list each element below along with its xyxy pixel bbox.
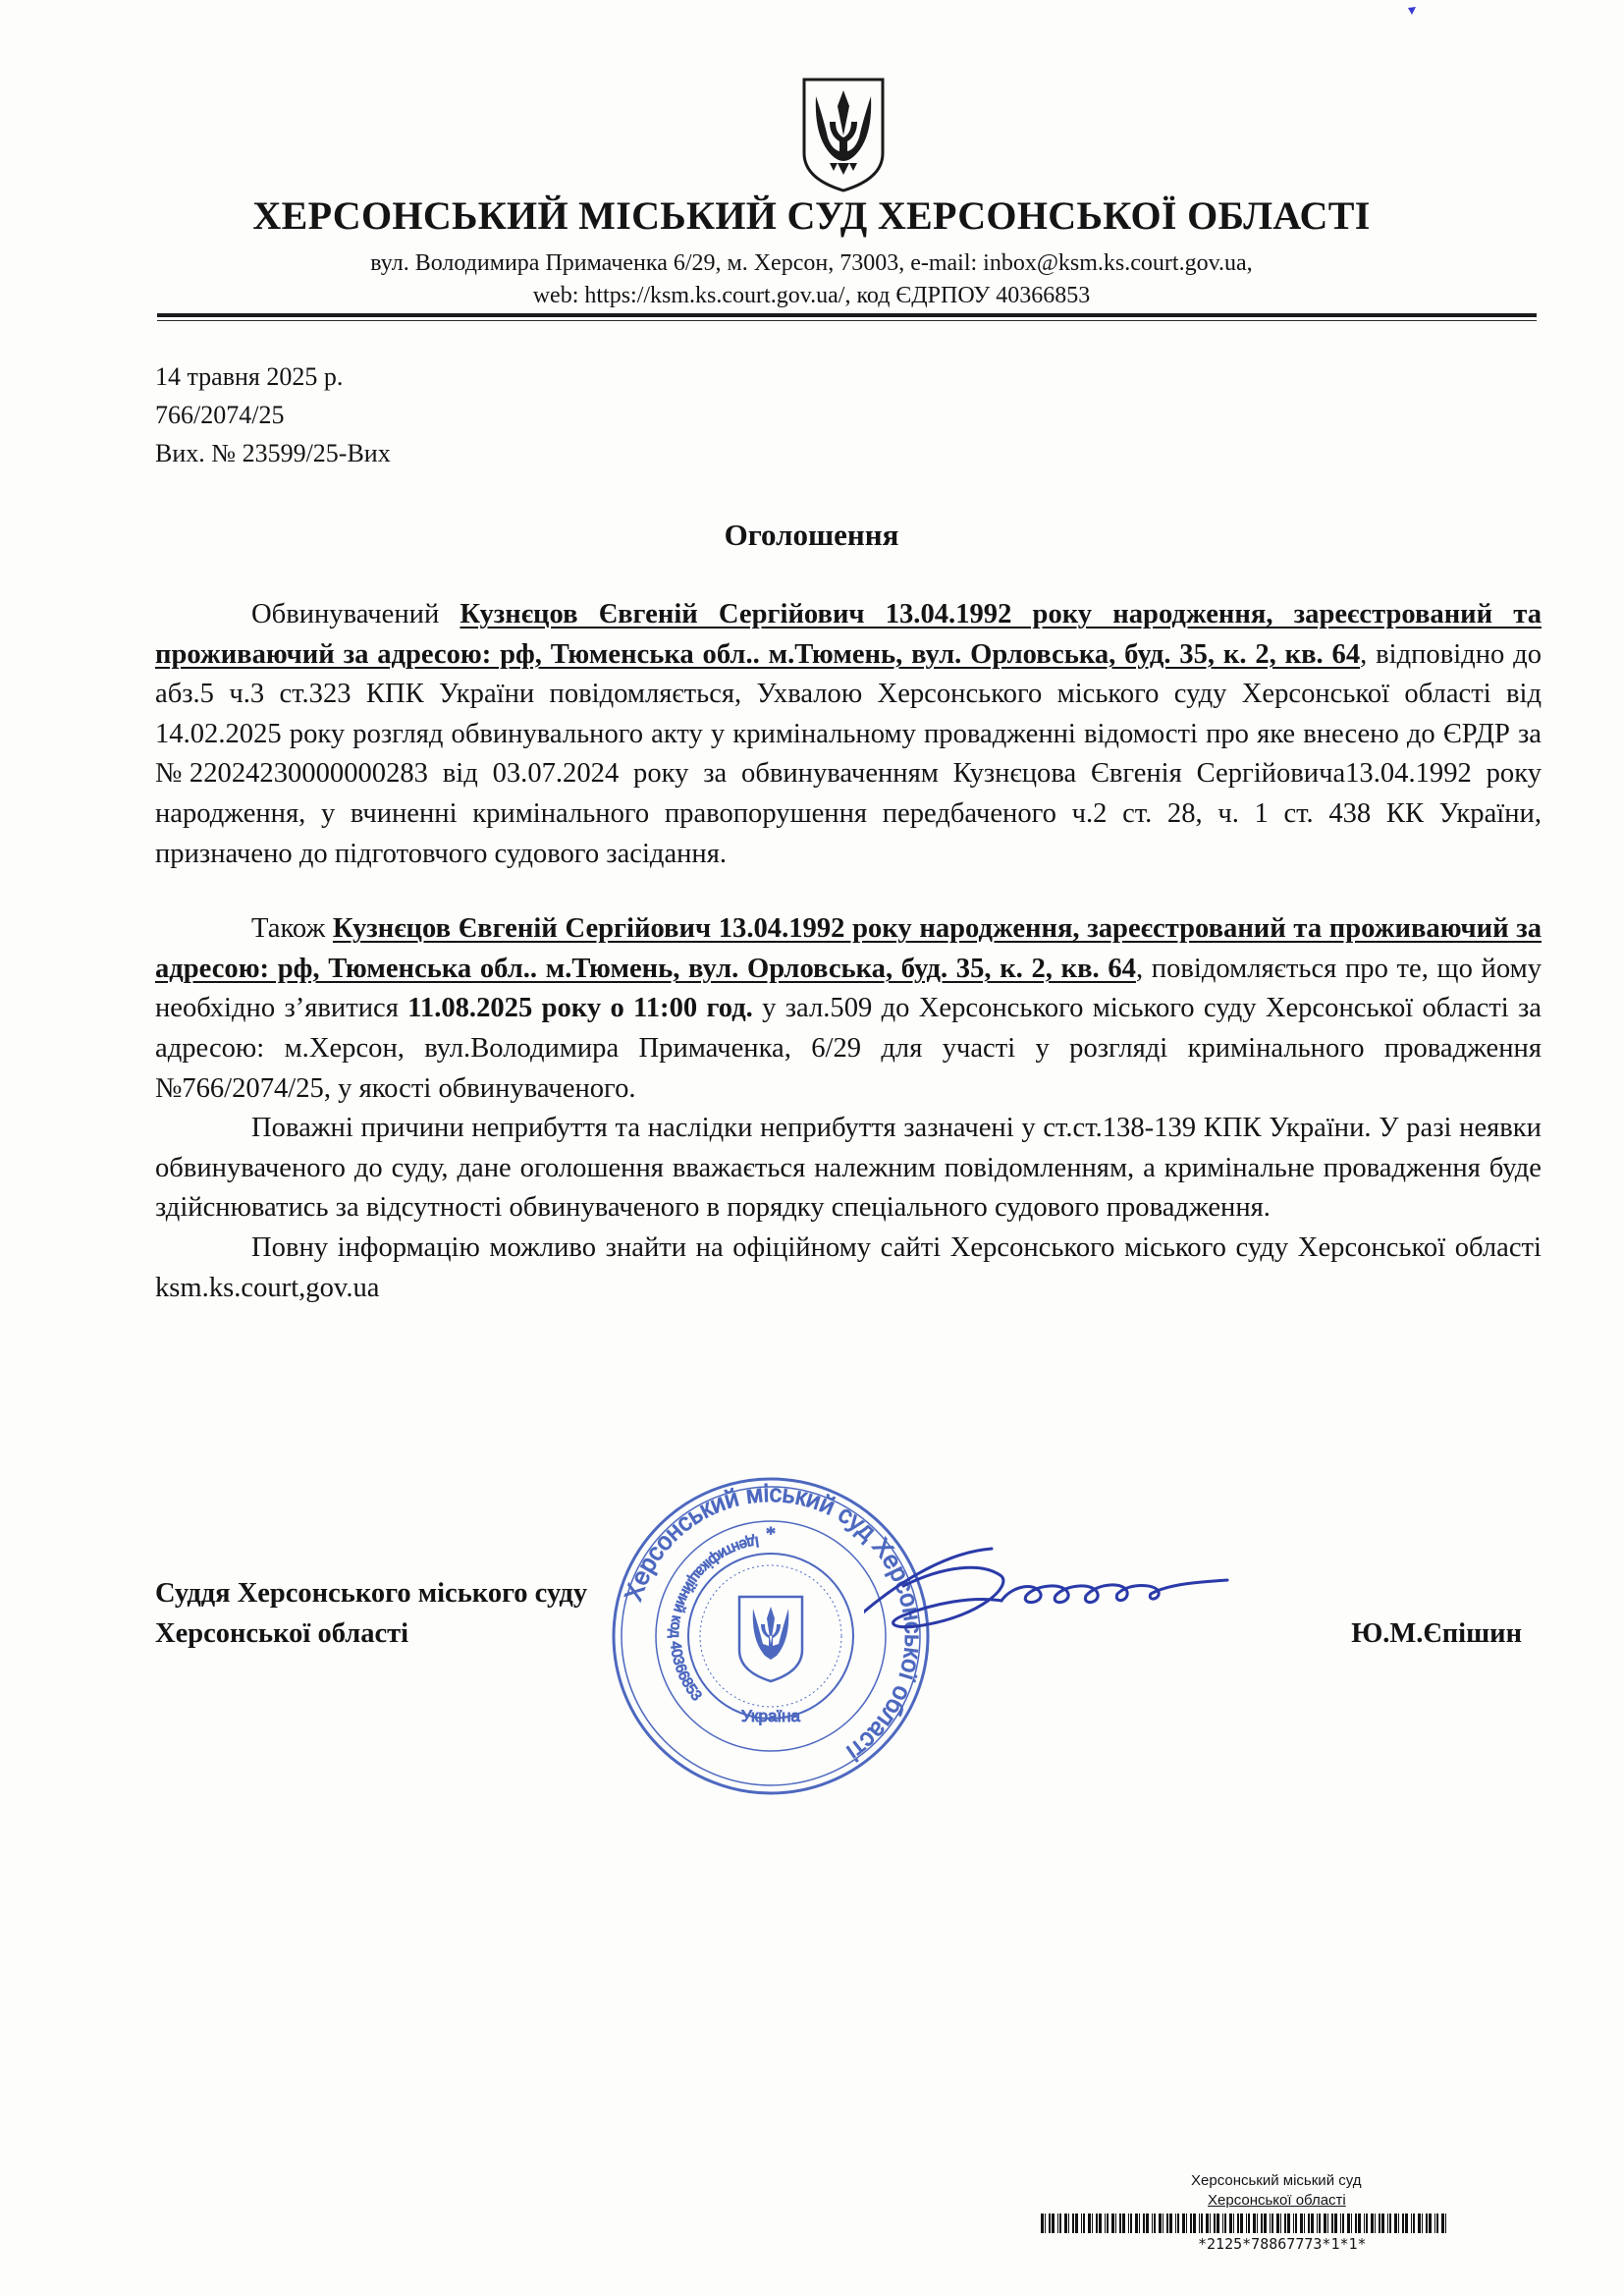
barcode-bar — [1041, 2214, 1044, 2233]
barcode-bar — [1253, 2214, 1256, 2233]
barcode-bar — [1366, 2214, 1368, 2233]
barcode-bar — [1257, 2214, 1258, 2233]
barcode-bar — [1119, 2214, 1121, 2233]
barcode-bar — [1426, 2214, 1428, 2233]
barcode-bar — [1445, 2214, 1446, 2233]
barcode-bar — [1059, 2214, 1061, 2233]
barcode-bar — [1411, 2214, 1412, 2233]
paragraph-2-mid: , повідомляється про те, що йому необхідно з’явитися — [155, 953, 1542, 1024]
announcement-body — [155, 595, 1542, 1308]
barcode-bar — [1081, 2214, 1082, 2233]
paragraph-1-text: , відповідно до абз.5 ч.3 ст.323 КПК України повідомляється, Ухвалою Херсонського міського суду Херсонської області від 14.02.2025 року розгляд обвинувального акту у кримінальному провадженні відомості про яке внесено до ЄРДР за №22024230000000283 від 03.07.2024 року за обвинуваченням Кузнєцова Євгенія Сергійовича13.04.1992 року народження, у вчиненні кримінального правопорушення передбаченого ч.2 ст. 28, ч. 1 ст. 438 КК України, призначено до підготовчого судового засідання. — [155, 638, 1542, 869]
barcode-bar — [1319, 2214, 1321, 2233]
barcode-bar — [1214, 2214, 1216, 2233]
barcode — [1041, 2214, 1453, 2233]
barcode-bar — [1135, 2214, 1138, 2233]
judge-signature — [864, 1547, 1247, 1645]
barcode-bar — [1398, 2214, 1399, 2233]
registration-court-line-2: Херсонської області — [1208, 2192, 1346, 2209]
barcode-bar — [1293, 2214, 1294, 2233]
paragraph-2-text: у зал.509 до Херсонського міського суду Херсонської області за адресою: м.Херсон, вул.Володимира Примаченка, 6/29 для участі у розгляді кримінального провадження №766/2074/25, у якості обвинуваченого. — [155, 993, 1542, 1104]
barcode-bar — [1139, 2214, 1140, 2233]
outgoing-number: Вих. № 23599/25-Вих — [155, 439, 391, 467]
barcode-bar — [1122, 2214, 1125, 2233]
judge-name: Ю.М.Єпішин — [1351, 1618, 1522, 1649]
barcode-bar — [1201, 2214, 1203, 2233]
barcode-bar — [1064, 2214, 1067, 2233]
barcode-bar — [1143, 2214, 1145, 2233]
barcode-bar — [1264, 2214, 1267, 2233]
barcode-bar — [1358, 2214, 1361, 2233]
paragraph-2 — [155, 909, 1542, 1109]
barcode-bar — [1276, 2214, 1279, 2233]
document-date: 14 травня 2025 р. — [155, 362, 344, 391]
barcode-bar — [1311, 2214, 1314, 2233]
header-rule-thin — [157, 320, 1537, 321]
barcode-bar — [1152, 2214, 1153, 2233]
judge-position — [155, 1573, 587, 1654]
barcode-bar — [1284, 2214, 1286, 2233]
registration-court-line-1: Херсонський міський суд — [1191, 2172, 1362, 2189]
court-name: ХЕРСОНСЬКИЙ МІСЬКИЙ СУД ХЕРСОНСЬКОЇ ОБЛАСТІ — [252, 193, 1371, 238]
barcode-bar — [1057, 2214, 1058, 2233]
court-address-line-1: вул. Володимира Примаченка 6/29, м. Херсон, 73003, e-mail: inbox@ksm.ks.court.gov.ua, — [370, 250, 1253, 276]
barcode-bar — [1418, 2214, 1421, 2233]
barcode-bar — [1355, 2214, 1357, 2233]
barcode-bar — [1166, 2214, 1168, 2233]
barcode-bar — [1068, 2214, 1069, 2233]
barcode-bar — [1375, 2214, 1376, 2233]
barcode-bar — [1096, 2214, 1098, 2233]
barcode-bar — [1130, 2214, 1132, 2233]
barcode-bar — [1169, 2214, 1172, 2233]
barcode-bar — [1246, 2214, 1247, 2233]
barcode-bar — [1146, 2214, 1149, 2233]
barcode-bar — [1092, 2214, 1093, 2233]
barcode-bar — [1206, 2214, 1209, 2233]
scan-mark — [1407, 6, 1417, 16]
barcode-bar — [1394, 2214, 1397, 2233]
barcode-bar — [1304, 2214, 1305, 2233]
judge-position-line-2: Херсонської області — [155, 1618, 409, 1649]
barcode-bar — [1340, 2214, 1341, 2233]
barcode-bar — [1075, 2214, 1078, 2233]
trident-coat-of-arms-icon — [800, 77, 887, 192]
barcode-bar — [1342, 2214, 1344, 2233]
barcode-bar — [1327, 2214, 1328, 2233]
document-meta — [155, 357, 391, 472]
stamp-inner-text: Ідентифікаційний код 40366853 — [666, 1532, 761, 1705]
accused-details-repeat: Кузнєцов Євгеній Сергійович 13.04.1992 року народження, зареєстрований та проживаючий за адресою: рф, Тюменська обл.. м.Тюмень, вул. Орловська, буд. 35, к. 2, кв. 64 — [155, 913, 1542, 984]
barcode-bar — [1088, 2214, 1091, 2233]
barcode-bar — [1371, 2214, 1374, 2233]
barcode-bar — [1364, 2214, 1365, 2233]
barcode-bar — [1271, 2214, 1273, 2233]
barcode-bar — [1210, 2214, 1211, 2233]
barcode-bar — [1248, 2214, 1250, 2233]
barcode-bar — [1190, 2214, 1192, 2233]
barcode-bar — [1193, 2214, 1196, 2233]
barcode-bar — [1351, 2214, 1352, 2233]
barcode-bar — [1177, 2214, 1179, 2233]
barcode-bar — [1233, 2214, 1234, 2233]
barcode-bar — [1182, 2214, 1185, 2233]
barcode-bar — [1270, 2214, 1271, 2233]
barcode-bar — [1334, 2214, 1337, 2233]
barcode-bar — [1049, 2214, 1051, 2233]
barcode-bar — [1128, 2214, 1129, 2233]
paragraph-2-lead: Також — [251, 913, 333, 945]
barcode-bar — [1229, 2214, 1232, 2233]
barcode-bar — [1111, 2214, 1114, 2233]
barcode-bar — [1287, 2214, 1290, 2233]
document-title: Оголошення — [724, 518, 899, 552]
barcode-bar — [1280, 2214, 1281, 2233]
barcode-bar — [1300, 2214, 1303, 2233]
paragraph-3: Поважні причини неприбуття та наслідки неприбуття зазначені у ст.ст.138-139 КПК України. У разі неявки обвинуваченого до суду, дане оголошення вважається належним повідомленням, а кримінальне провадження буде здійснюватись за відсутності обвинуваченого в порядку спеціального судового провадження. — [155, 1113, 1542, 1224]
barcode-bar — [1324, 2214, 1326, 2233]
paragraph-4: Повну інформацію можливо знайти на офіційному сайті Херсонського міського суду Херсонської області ksm.ks.court,gov.ua — [155, 1231, 1542, 1303]
barcode-bar — [1429, 2214, 1432, 2233]
barcode-bar — [1347, 2214, 1350, 2233]
stamp-star-icon: * — [766, 1523, 776, 1545]
barcode-bar — [1389, 2214, 1391, 2233]
barcode-bar — [1402, 2214, 1404, 2233]
barcode-bar — [1261, 2214, 1263, 2233]
registration-code: *2125*78867773*1*1* — [1198, 2235, 1367, 2253]
barcode-bar — [1186, 2214, 1187, 2233]
header-rule — [157, 313, 1537, 317]
barcode-bar — [1436, 2214, 1438, 2233]
barcode-bar — [1105, 2214, 1106, 2233]
barcode-bar — [1115, 2214, 1116, 2233]
court-address — [0, 247, 1623, 312]
barcode-bar — [1441, 2214, 1444, 2233]
barcode-bar — [1045, 2214, 1046, 2233]
barcode-bar — [1107, 2214, 1109, 2233]
barcode-bar — [1099, 2214, 1102, 2233]
paragraph-1-lead: Обвинувачений — [251, 599, 460, 629]
barcode-bar — [1381, 2214, 1384, 2233]
hearing-datetime: 11.08.2025 року о 11:00 год. — [407, 993, 753, 1024]
barcode-bar — [1052, 2214, 1055, 2233]
barcode-bar — [1072, 2214, 1074, 2233]
barcode-bar — [1237, 2214, 1239, 2233]
court-address-line-2: web: https://ksm.ks.court.gov.ua/, код ЄДРПОУ 40366853 — [532, 283, 1091, 308]
barcode-bar — [1199, 2214, 1200, 2233]
barcode-bar — [1224, 2214, 1226, 2233]
case-number: 766/2074/25 — [155, 401, 285, 429]
barcode-bar — [1083, 2214, 1085, 2233]
judge-position-line-1: Суддя Херсонського міського суду — [155, 1578, 588, 1609]
paragraph-1 — [155, 595, 1542, 874]
barcode-bar — [1159, 2214, 1162, 2233]
barcode-bar — [1308, 2214, 1310, 2233]
barcode-bar — [1317, 2214, 1318, 2233]
barcode-bar — [1217, 2214, 1219, 2233]
stamp-country-text: Україна — [741, 1707, 800, 1725]
barcode-bar — [1154, 2214, 1156, 2233]
barcode-bar — [1387, 2214, 1388, 2233]
barcode-bar — [1422, 2214, 1423, 2233]
stamp-trident-icon — [739, 1597, 802, 1681]
barcode-bar — [1434, 2214, 1435, 2233]
accused-details: Кузнєцов Євгеній Сергійович 13.04.1992 року народження, зареєстрований та проживаючий за адресою: рф, Тюменська обл.. м.Тюмень, вул. Орловська, буд. 35, к. 2, кв. 64 — [155, 599, 1542, 670]
barcode-bar — [1413, 2214, 1415, 2233]
stamp-outer-text: Херсонський міський суд Херсонської області — [620, 1479, 928, 1767]
barcode-bar — [1240, 2214, 1243, 2233]
barcode-bar — [1295, 2214, 1297, 2233]
barcode-bar — [1405, 2214, 1408, 2233]
barcode-bar — [1175, 2214, 1176, 2233]
barcode-bar — [1222, 2214, 1223, 2233]
barcode-bar — [1379, 2214, 1380, 2233]
barcode-bar — [1331, 2214, 1333, 2233]
